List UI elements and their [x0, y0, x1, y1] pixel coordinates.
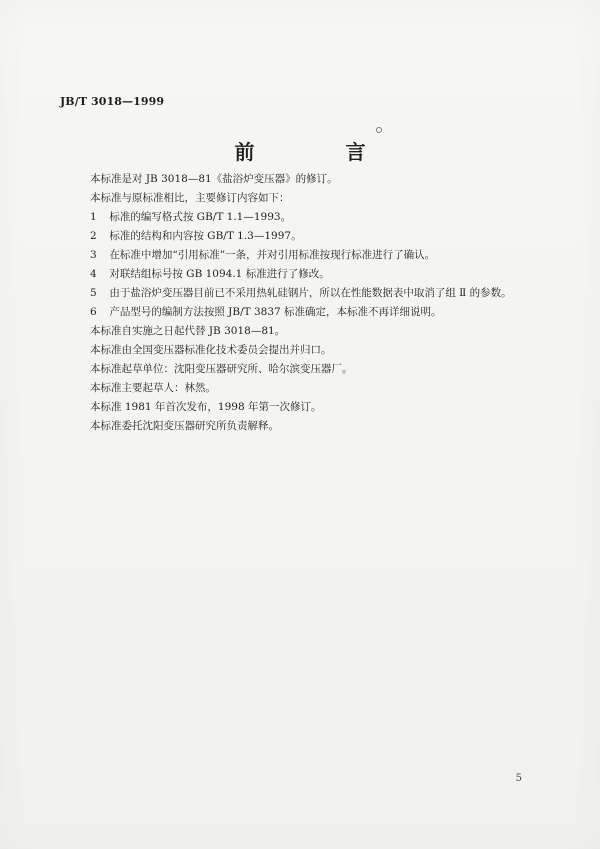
note-line-4: 本标准主要起草人：林然。 — [90, 382, 216, 394]
preface-title: 前 言 — [234, 140, 408, 164]
change-item-3 — [90, 248, 435, 262]
change-item-4 — [90, 267, 330, 281]
note-line-1: 本标准自实施之日起代替 JB 3018—81。 — [90, 325, 286, 337]
change-item-1 — [90, 210, 291, 224]
intro-line-1: 本标准是对 JB 3018—81《盐浴炉变压器》的修订。 — [90, 173, 338, 185]
note-line-3: 本标准起草单位：沈阳变压器研究所、哈尔滨变压器厂。 — [90, 363, 353, 375]
change-item-text: 在标准中增加“引用标准”一条，并对引用标准按现行标准进行了确认。 — [109, 249, 436, 261]
change-item-text: 产品型号的编制方法按照 JB/T 3837 标准确定，本标准不再详细说明。 — [109, 306, 442, 318]
change-item-5 — [90, 286, 512, 300]
change-item-6 — [90, 305, 442, 319]
change-item-text: 标准的结构和内容按 GB/T 1.3—1997。 — [109, 230, 302, 242]
change-item-number: 2 — [90, 230, 97, 242]
change-item-number: 4 — [90, 268, 97, 280]
change-item-number: 3 — [90, 249, 97, 261]
note-line-6: 本标准委托沈阳变压器研究所负责解释。 — [90, 420, 279, 432]
note-line-5: 本标准 1981 年首次发布，1998 年第一次修订。 — [90, 401, 322, 413]
change-item-text: 标准的编写格式按 GB/T 1.1—1993。 — [109, 211, 292, 223]
change-item-number: 1 — [90, 211, 97, 223]
intro-line-2: 本标准与原标准相比，主要修订内容如下： — [90, 192, 290, 204]
change-item-text: 对联结组标号按 GB 1094.1 标准进行了修改。 — [109, 268, 330, 280]
change-item-number: 6 — [90, 306, 97, 318]
note-line-2: 本标准由全国变压器标准化技术委员会提出并归口。 — [90, 344, 332, 356]
change-item-number: 5 — [90, 287, 97, 299]
change-item-text: 由于盐浴炉变压器目前已不采用热轧硅钢片，所以在性能数据表中取消了组 Ⅱ 的参数。 — [109, 287, 512, 299]
standard-code-header: JB/T 3018—1999 — [60, 95, 165, 108]
scan-speck-mark — [376, 127, 382, 133]
change-item-2 — [90, 229, 302, 243]
page-number: 5 — [515, 773, 522, 784]
